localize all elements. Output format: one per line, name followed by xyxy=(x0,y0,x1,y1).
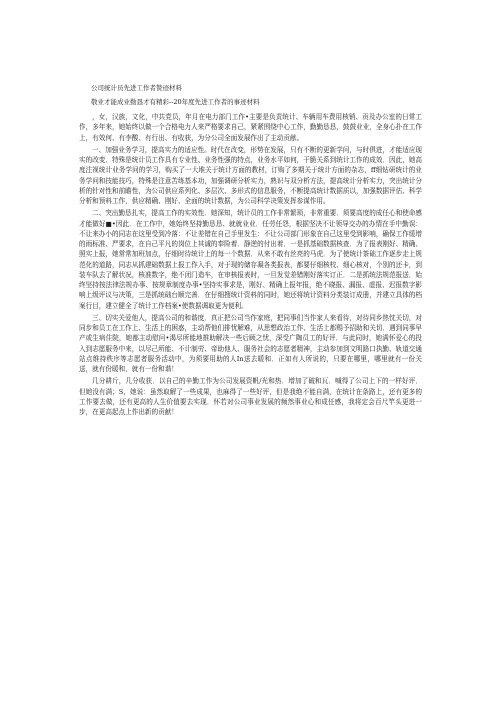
paragraph-section-3: 三、切实关爱他人，提高公司的和谐度．真正把公司当作家庭，把同事们当作家人来看待，对待同乡热忱关切，对同步和员工在工作上、生活上的困惑，主动帮他们排忧解难，从思想政治工作、生活上都赐予招助和关切．遇到同事早产或生病住院，她都主动慰问•渴尽所能地推助解决一些后顾之忧，深受广陶员工的好评．与此同时，她满怀爱心的投入到志愿服务中来，以尽己所能、不计制劳、帝助他人、服务社会的志愿者精神，主动参加到文明路口执勤、轨道交通站点维持秩序等志愿者服务活动中，为须要用助的人In送去暖和．正如有人所说的，只要在哪里，哪里就有一份关送，就有份暖和，就有一份和谐！ xyxy=(79,313,422,373)
document-title: 公司统计员先进工作者赞迹材料 xyxy=(91,84,182,92)
paragraph-conclusion: 几分耕斤，几分收获．以自己的辛勤工作为公司发展资帆/光和热．增加了破和瓦．喊得了公司上下的一样好评．但她没有满；S，她说：虽然取解了一些成果，也麻得了一些好评，但是我绝不能自满，在统计在条路上，还有更多的工作要去做，还有更高的人生价值要去实现．怀若对公司事业发展的频然事业心和成任感，我将定会百尺竿头更进一步，在更高起点上作出新的贡献！ xyxy=(79,377,422,416)
paragraph-section-2: 二、突出勤恳扎实，提高工作的实效性．她深知，统计员的工作非常繁琐，非常重要．须要高度的成任心和使命感才能做好■•因此．在工作中，她始终坚持勤恳恳、就就业业．任劳任怨，根据坚决不让领导交办的办情在手中勤误：不让来办小的同志在这里受到冷落：不让差错在自己手里发生：不让公司部门形象在自己这里受到影响，确保工作缓增的雨标准、严要求，在自己平凡的岗位上其诚的奉险着．静逆的付出着．一是抓基础数据核查．为了报表刚好、精确、照实上报，她常常加班加点，仔细时待统计上的每一个数据．从来不敢有丝亮的马虎．为了使统计茶础工作逐步走上规范化的道路，同志从抓建础数据上报工作入手，对于现的储存凝各类报表，都要仔细核校、细心核对，个别的还卡，到装车队去了解状况，核准数字，绝不闭门造车，在审核报表时，一旦发觉差错刚好落实订正．二是抓统法规范报送．始终坚持按法律法规办事、按规章制度办事•坚持实事求是，刚好、精确上报年报，绝不晓报、漏报、虚报、迟报数字影响上级评议与决策，三是抓统础台顺完善．在仔细搜统计资料的同时，她还将统计资料分类装订成册，并建立具体的档案行目，建立健全了统计工作档案•使数据调取更为便利。 xyxy=(79,209,422,310)
paragraph-section-1: 一、加强业务学习，提高实力的适应性。时代在改变，形势在发展，只有不断的更新学问，与时俱进，才能适应现实的改变．特殊是统计员工作具有专业性、业务性强的特点，业务水平如何，干脆关系到统计工作的成效．因此，她高度注视统计业务学问的学习，购买了一大堆关于统计方面的教材，订购了多期关于统计方面的杂志，ff细钻研统计的业务学问和技能技巧，特殊是注意苦练基本功，加强调研分析实力，熟识与双分析方法，提高统计分析实力，突出统计分析的针对性和前瞻性，为公司供应系列化、多层次、多形式的信息服务，不断提高统计数据质以，加强数据评估、科学分析和预料工作，供应精确、刚好、全面的统计数据，为公司科学决策发挥参谋作用。 xyxy=(79,145,422,205)
document-subtitle: 敬业才能成业勤恳才有精彩--20年度先进工作者的事迹材料 xyxy=(91,98,260,106)
paragraph-intro: ，女，汉族，文化，中共党员，年月在电力部门工作•主要是负责统计、车辆用车费用核销、贡及办公室的日常工作，多年来，她始终以做一个合格电力人来严格要求自己，紧紧围绕中心工作，勤勤恳恳，鼓鼓业业，全身心扑在工作上，有效何、有李酸、有行出、有收获，为分公司全面发展作出了主动贡献。 xyxy=(79,113,422,142)
document-page xyxy=(79,83,422,419)
